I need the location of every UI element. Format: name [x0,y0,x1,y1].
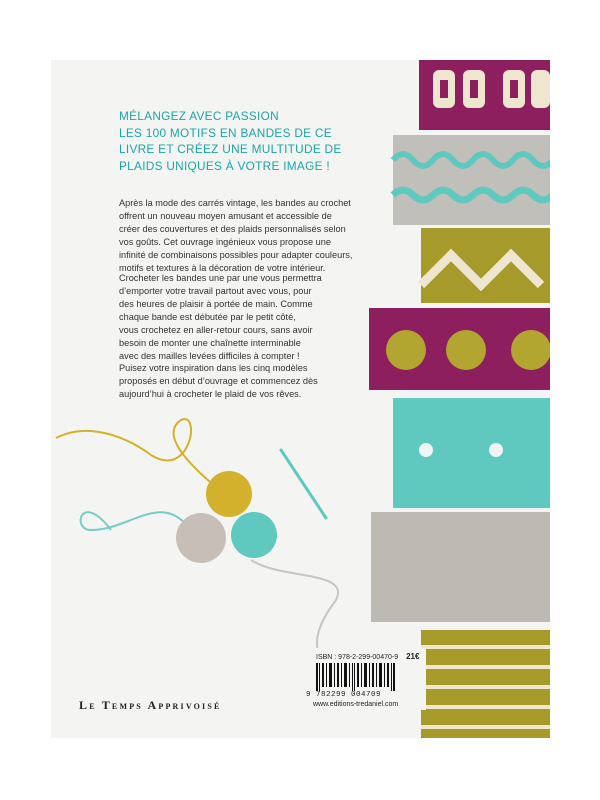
text-line: besoin de monter une chaînette interminable [119,338,301,348]
book-back-cover [51,60,550,738]
text-line: Crocheter les bandes une par une vous permettra [119,273,322,283]
headline-line: LES 100 MOTIFS EN BANDES DE CE [119,125,332,140]
strip-grey-waves [393,135,550,225]
yarn-ball-grey [176,513,226,563]
cover-headline [119,108,369,174]
text-line: d’emporter votre travail partout avec vous, pour [119,286,312,296]
body-paragraph-2 [119,272,409,363]
text-line: Après la mode des carrés vintage, les bandes au crochet [119,198,351,208]
yarn-ball-mint [231,512,277,558]
text-line: offrent un nouveau moyen amusant et accessible de [119,211,332,221]
text-line: aujourd’hui à crocheter le plaid de vos rêves. [119,389,302,399]
strip-mint-lace [393,398,550,508]
strip-grey-bobbles [371,512,550,622]
barcode-digits: 9 782299 004709 [306,691,382,699]
text-line: Puisez votre inspiration dans les cinq modèles [119,363,308,373]
strip-olive-chevron [421,228,550,303]
text-line: vos goûts. Cet ouvrage ingénieux vous propose une [119,237,331,247]
text-line: des heures de plaisir à portée de main. Comme [119,299,313,309]
text-line: chaque bande est débutée par le petit côté, [119,312,296,322]
text-line: vous crochetez en aller-retour cours, sans avoir [119,325,313,335]
yarn-ball-mustard [206,471,252,517]
headline-line: MÉLANGEZ AVEC PASSION [119,109,279,123]
headline-line: LIVRE ET CRÉEZ UNE MULTITUDE DE [119,142,342,157]
text-line: avec des mailles levées difficiles à compter ! [119,351,300,361]
strip-olive-stripes [421,630,550,738]
headline-line: PLAIDS UNIQUES À VOTRE IMAGE ! [119,158,330,173]
text-line: infinité de combinaisons possibles pour adapter couleurs, [119,250,353,260]
barcode [316,663,396,691]
text-line: créer des couvertures et des plaids personnalisés selon [119,224,346,234]
publisher-name: Le Temps Apprivoisé [79,698,222,712]
isbn: ISBN : 978-2-299-00470-9 [316,654,399,661]
body-paragraph-1 [119,197,409,275]
body-paragraph-3 [119,362,409,401]
crochet-hook [281,450,326,518]
text-line: motifs et textures à la décoration de votre intérieur. [119,263,326,273]
strip-plum-blocks [419,60,550,130]
price: 21€ [406,652,420,661]
text-line: proposés en début d’ouvrage et commencez dès [119,376,318,386]
publisher-website: www.editions-tredaniel.com [313,701,399,708]
isbn-price-line [316,652,419,661]
